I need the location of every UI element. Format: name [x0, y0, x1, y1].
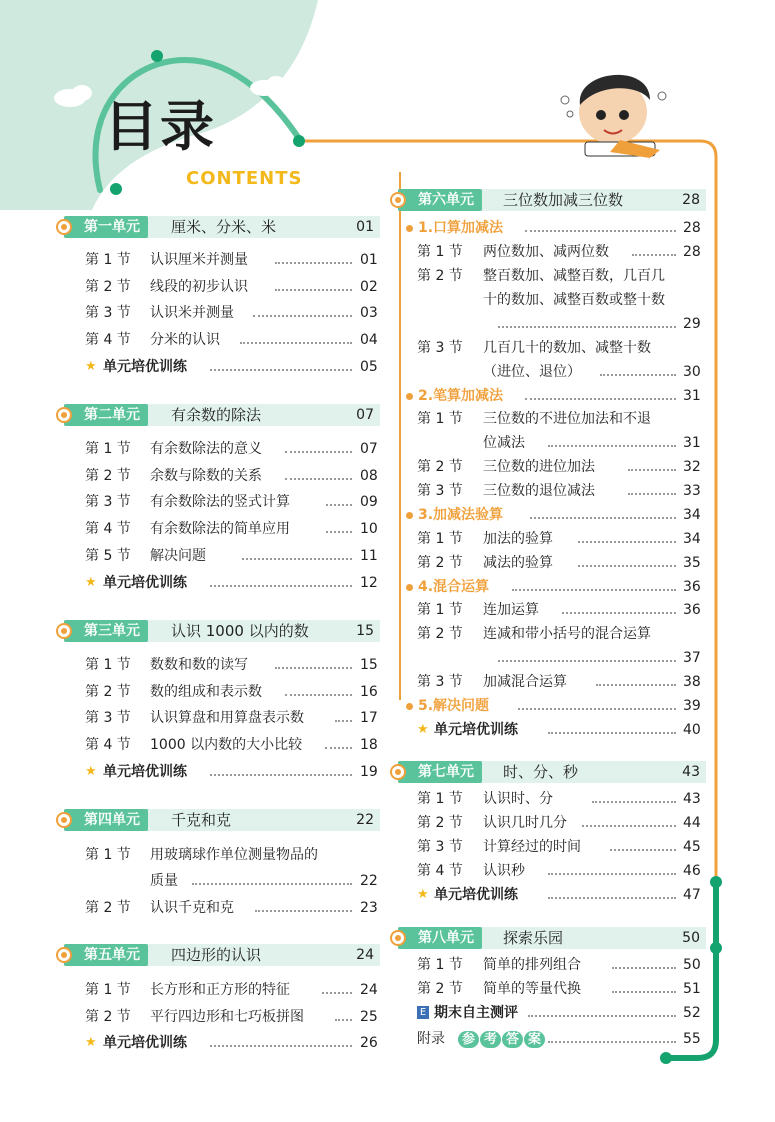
dot-leader	[628, 493, 676, 495]
dot-leader	[335, 720, 352, 722]
entry-title[interactable]: 两位数加、减两位数	[483, 244, 609, 260]
unit-title: 时、分、秒	[503, 763, 579, 781]
unit-title: 千克和克	[171, 811, 232, 829]
dot-leader	[548, 1041, 676, 1043]
page-number: 15	[360, 657, 378, 673]
entry-title[interactable]: 三位数的进位加法	[483, 459, 595, 475]
arc-dot-bottom	[110, 183, 122, 195]
unit-training-link[interactable]: 单元培优训练	[103, 1035, 187, 1051]
unit-label	[398, 761, 482, 783]
unit-bullet-icon	[390, 930, 406, 946]
dot-leader	[525, 398, 676, 400]
unit-label	[64, 809, 148, 831]
dot-leader	[596, 684, 676, 686]
page-number: 35	[683, 555, 701, 571]
dot-leader	[578, 541, 676, 543]
entry-title[interactable]: 三位数的不进位加法和不退	[483, 411, 651, 427]
unit-page-number: 22	[356, 812, 374, 828]
entry-title[interactable]: 平行四边形和七巧板拼图	[150, 1009, 304, 1025]
unit-number: 第八单元	[418, 930, 474, 946]
page-number: 50	[683, 957, 701, 973]
entry-title[interactable]: 分米的认识	[150, 332, 220, 348]
page-number: 29	[683, 316, 701, 332]
entry-title[interactable]: 加法的验算	[483, 531, 553, 547]
entry-title[interactable]: 线段的初步认识	[150, 279, 248, 295]
unit-title: 探索乐园	[503, 929, 564, 947]
page-number: 19	[360, 764, 378, 780]
unit-training-link[interactable]: 单元培优训练	[103, 359, 187, 375]
page-number: 55	[683, 1031, 701, 1047]
entry-title[interactable]: 认识秒	[483, 863, 525, 879]
dot-leader	[326, 531, 352, 533]
page-number: 33	[683, 483, 701, 499]
dot-leader	[210, 1045, 352, 1047]
dot-leader	[253, 315, 352, 317]
entry-title[interactable]: 认识米并测量	[150, 305, 234, 321]
page-number: 32	[683, 459, 701, 475]
page-number: 40	[683, 722, 701, 738]
dot-leader	[548, 873, 676, 875]
entry-title-continued[interactable]: 十的数加、减整百数或整十数	[483, 292, 665, 308]
entry-title[interactable]: 认识千克和克	[150, 900, 234, 916]
unit-bullet-icon	[56, 623, 72, 639]
unit-page-number: 07	[356, 407, 374, 423]
entry-title[interactable]: 认识时、分	[483, 791, 553, 807]
unit-title: 三位数加减三位数	[503, 191, 624, 209]
entry-title-continued[interactable]: 位减法	[483, 435, 525, 451]
arc-dot-right	[293, 135, 305, 147]
section-number: 第 1 节	[85, 982, 131, 998]
section-number: 第 2 节	[85, 279, 131, 295]
unit-bullet-icon	[56, 407, 72, 423]
entry-title-continued[interactable]: 质量	[150, 873, 178, 889]
page-number: 01	[360, 252, 378, 268]
star-icon: ★	[85, 575, 97, 590]
section-number: 第 2 节	[417, 459, 463, 475]
dot-leader	[498, 660, 676, 662]
subsection-bullet-icon	[406, 225, 413, 232]
unit-label	[64, 620, 148, 642]
dot-leader	[628, 469, 676, 471]
section-number: 第 2 节	[85, 684, 131, 700]
unit-header[interactable]	[398, 761, 706, 783]
unit-training-link[interactable]: 单元培优训练	[103, 575, 187, 591]
section-number: 第 2 节	[417, 981, 463, 997]
entry-title[interactable]: 数数和数的读写	[150, 657, 248, 673]
dot-leader	[335, 1019, 352, 1021]
unit-page-number: 24	[356, 947, 374, 963]
section-number: 第 4 节	[417, 863, 463, 879]
entry-title[interactable]: 认识厘米并测量	[150, 252, 248, 268]
page-title: 目录	[104, 95, 216, 158]
page-number: 22	[360, 873, 378, 889]
dot-leader	[255, 910, 352, 912]
dot-leader	[548, 445, 676, 447]
page-number: 02	[360, 279, 378, 295]
entry-title-continued[interactable]: （进位、退位）	[483, 364, 581, 380]
unit-bullet-icon	[56, 812, 72, 828]
entry-title[interactable]: 解决问题	[150, 548, 206, 564]
dot-leader	[275, 289, 352, 291]
dot-leader	[285, 478, 352, 480]
page-number: 11	[360, 548, 378, 564]
cartoon-boy-icon	[561, 75, 666, 158]
unit-label	[64, 404, 148, 426]
page-number: 38	[683, 674, 701, 690]
unit-training-link[interactable]: 单元培优训练	[434, 722, 518, 738]
unit-bullet-icon	[390, 764, 406, 780]
dot-leader	[285, 694, 352, 696]
entry-title[interactable]: 三位数的退位减法	[483, 483, 595, 499]
entry-title[interactable]: 减法的验算	[483, 555, 553, 571]
unit-header[interactable]	[64, 216, 380, 238]
page-number: 17	[360, 710, 378, 726]
section-number: 第 2 节	[417, 555, 463, 571]
entry-title[interactable]: 认识几时几分	[483, 815, 567, 831]
unit-number: 第五单元	[84, 947, 140, 963]
dot-leader	[562, 612, 676, 614]
page-number: 03	[360, 305, 378, 321]
dot-leader	[210, 774, 352, 776]
unit-page-number: 43	[682, 764, 700, 780]
unit-title: 认识 1000 以内的数	[171, 622, 309, 640]
page-number: 28	[683, 244, 701, 260]
page-number: 12	[360, 575, 378, 591]
dot-leader	[612, 991, 676, 993]
section-number: 第 3 节	[85, 710, 131, 726]
dot-leader	[326, 504, 352, 506]
dot-leader	[192, 883, 352, 885]
page-number: 09	[360, 494, 378, 510]
dot-leader	[548, 897, 676, 899]
dot-leader	[322, 992, 352, 994]
page-number: 36	[683, 602, 701, 618]
subsection-title[interactable]: 5.解决问题	[418, 698, 490, 714]
dot-leader	[582, 825, 676, 827]
unit-number: 第六单元	[418, 192, 474, 208]
dot-leader	[240, 342, 352, 344]
star-icon: ★	[85, 764, 97, 779]
section-number: 第 1 节	[417, 791, 463, 807]
page-number: 04	[360, 332, 378, 348]
section-number: 第 1 节	[417, 957, 463, 973]
section-number: 第 1 节	[85, 847, 131, 863]
section-number: 第 2 节	[85, 1009, 131, 1025]
page-number: 37	[683, 650, 701, 666]
page-number: 47	[683, 887, 701, 903]
section-number: 第 4 节	[85, 521, 131, 537]
entry-title[interactable]: 数的组成和表示数	[150, 684, 262, 700]
page-number: 36	[683, 579, 701, 595]
entry-title[interactable]: 有余数除法的竖式计算	[150, 494, 290, 510]
page-number: 25	[360, 1009, 378, 1025]
unit-number: 第一单元	[84, 219, 140, 235]
subsection-title[interactable]: 1.口算加减法	[418, 220, 504, 236]
unit-training-link[interactable]: 单元培优训练	[434, 887, 518, 903]
unit-header[interactable]	[64, 809, 380, 831]
page-number: 46	[683, 863, 701, 879]
entry-title[interactable]: 认识算盘和用算盘表示数	[150, 710, 304, 726]
page-number: 31	[683, 388, 701, 404]
entry-title[interactable]: 用玻璃球作单位测量物品的	[150, 847, 318, 863]
star-icon: ★	[85, 359, 97, 374]
entry-title[interactable]: 有余数除法的意义	[150, 441, 262, 457]
entry-title[interactable]: 简单的排列组合	[483, 957, 581, 973]
section-number: 第 3 节	[417, 340, 463, 356]
dot-leader	[512, 589, 676, 591]
star-icon: ★	[417, 722, 429, 737]
section-number: 第 2 节	[85, 468, 131, 484]
section-number: 第 2 节	[85, 900, 131, 916]
unit-training-link[interactable]: 单元培优训练	[103, 764, 187, 780]
section-number: 第 1 节	[85, 441, 131, 457]
dot-leader	[518, 708, 676, 710]
unit-bullet-icon	[56, 219, 72, 235]
unit-number: 第七单元	[418, 764, 474, 780]
section-number: 第 1 节	[417, 602, 463, 618]
dot-leader	[600, 374, 676, 376]
dot-leader	[285, 451, 352, 453]
section-number: 第 1 节	[85, 657, 131, 673]
unit-title: 四边形的认识	[171, 946, 262, 964]
page-number: 43	[683, 791, 701, 807]
page-number: 05	[360, 359, 378, 375]
unit-header[interactable]	[64, 944, 380, 966]
section-number: 第 5 节	[85, 548, 131, 564]
dot-leader	[275, 667, 352, 669]
dot-leader	[210, 585, 352, 587]
page-number: 16	[360, 684, 378, 700]
section-number: 第 2 节	[417, 268, 463, 284]
unit-title: 有余数的除法	[171, 406, 262, 424]
page-number: 34	[683, 531, 701, 547]
section-number: 第 4 节	[85, 737, 131, 753]
answer-key-char: 答	[502, 1031, 523, 1048]
page-number: 18	[360, 737, 378, 753]
dot-leader	[548, 732, 676, 734]
dot-leader	[275, 262, 352, 264]
section-number: 第 1 节	[417, 531, 463, 547]
unit-bullet-icon	[390, 192, 406, 208]
section-number: 第 1 节	[417, 244, 463, 260]
dot-leader	[592, 801, 676, 803]
page-number: 45	[683, 839, 701, 855]
entry-title[interactable]: 整百数加、减整百数，几百几	[483, 268, 665, 284]
entry-title[interactable]: 计算经过的时间	[483, 839, 581, 855]
arc-dot-top	[151, 50, 163, 62]
entry-title[interactable]: 有余数除法的简单应用	[150, 521, 290, 537]
answer-key-char: 案	[524, 1031, 545, 1048]
section-number: 第 1 节	[85, 252, 131, 268]
page-number: 31	[683, 435, 701, 451]
exam-icon: E	[417, 1006, 429, 1019]
entry-title[interactable]: 长方形和正方形的特征	[150, 982, 290, 998]
unit-page-number: 15	[356, 623, 374, 639]
unit-number: 第二单元	[84, 407, 140, 423]
dot-leader	[325, 747, 352, 749]
dot-leader	[528, 1015, 676, 1017]
page-number: 52	[683, 1005, 701, 1021]
subsection-bullet-icon	[406, 393, 413, 400]
unit-label	[64, 216, 148, 238]
page-number: 24	[360, 982, 378, 998]
unit-header[interactable]	[398, 927, 706, 949]
page-number: 26	[360, 1035, 378, 1051]
subsection-bullet-icon	[406, 512, 413, 519]
page-number: 23	[360, 900, 378, 916]
unit-header[interactable]	[64, 404, 380, 426]
page-number: 34	[683, 507, 701, 523]
dot-leader	[210, 369, 352, 371]
answer-key-char: 考	[480, 1031, 501, 1048]
dot-leader	[525, 230, 676, 232]
entry-title[interactable]: 简单的等量代换	[483, 981, 581, 997]
unit-label	[398, 927, 482, 949]
unit-header[interactable]	[64, 620, 380, 642]
page-number: 30	[683, 364, 701, 380]
entry-title[interactable]: 加减混合运算	[483, 674, 567, 690]
appendix-label: 附录	[417, 1031, 445, 1047]
subsection-title[interactable]: 2.笔算加减法	[418, 388, 504, 404]
final-exam-link[interactable]: 期末自主测评	[434, 1005, 518, 1021]
subsection-title[interactable]: 4.混合运算	[418, 579, 490, 595]
entry-title[interactable]: 1000 以内数的大小比较	[150, 737, 303, 753]
page-number: 28	[683, 220, 701, 236]
section-number: 第 3 节	[85, 305, 131, 321]
dot-leader	[612, 967, 676, 969]
subsection-title[interactable]: 3.加减法验算	[418, 507, 504, 523]
section-number: 第 3 节	[85, 494, 131, 510]
unit-page-number: 01	[356, 219, 374, 235]
page-number: 44	[683, 815, 701, 831]
unit-label	[398, 189, 482, 211]
section-number: 第 1 节	[417, 411, 463, 427]
dot-leader	[610, 849, 676, 851]
unit-number: 第三单元	[84, 623, 140, 639]
answer-key-char: 参	[458, 1031, 479, 1048]
dot-leader	[242, 558, 352, 560]
page-number: 08	[360, 468, 378, 484]
unit-page-number: 50	[682, 930, 700, 946]
page-number: 39	[683, 698, 701, 714]
section-number: 第 3 节	[417, 674, 463, 690]
unit-number: 第四单元	[84, 812, 140, 828]
dot-leader	[530, 517, 676, 519]
page-number: 07	[360, 441, 378, 457]
entry-title[interactable]: 余数与除数的关系	[150, 468, 262, 484]
page-number: 51	[683, 981, 701, 997]
dot-leader	[578, 565, 676, 567]
section-number: 第 3 节	[417, 483, 463, 499]
entry-title[interactable]: 几百几十的数加、减整十数	[483, 340, 651, 356]
unit-label	[64, 944, 148, 966]
subsection-bullet-icon	[406, 584, 413, 591]
section-number: 第 3 节	[417, 839, 463, 855]
section-number: 第 4 节	[85, 332, 131, 348]
subsection-bullet-icon	[406, 703, 413, 710]
answer-key-link[interactable]	[458, 1030, 546, 1048]
unit-title: 厘米、分米、米	[171, 218, 277, 236]
unit-header[interactable]	[398, 189, 706, 211]
unit-bullet-icon	[56, 947, 72, 963]
entry-title[interactable]: 连减和带小括号的混合运算	[483, 626, 651, 642]
entry-title[interactable]: 连加运算	[483, 602, 539, 618]
star-icon: ★	[85, 1035, 97, 1050]
page-number: 10	[360, 521, 378, 537]
section-number: 第 2 节	[417, 815, 463, 831]
dot-leader	[632, 254, 676, 256]
star-icon: ★	[417, 887, 429, 902]
unit-page-number: 28	[682, 192, 700, 208]
dot-leader	[498, 326, 676, 328]
page-subtitle: CONTENTS	[186, 168, 303, 189]
section-number: 第 2 节	[417, 626, 463, 642]
